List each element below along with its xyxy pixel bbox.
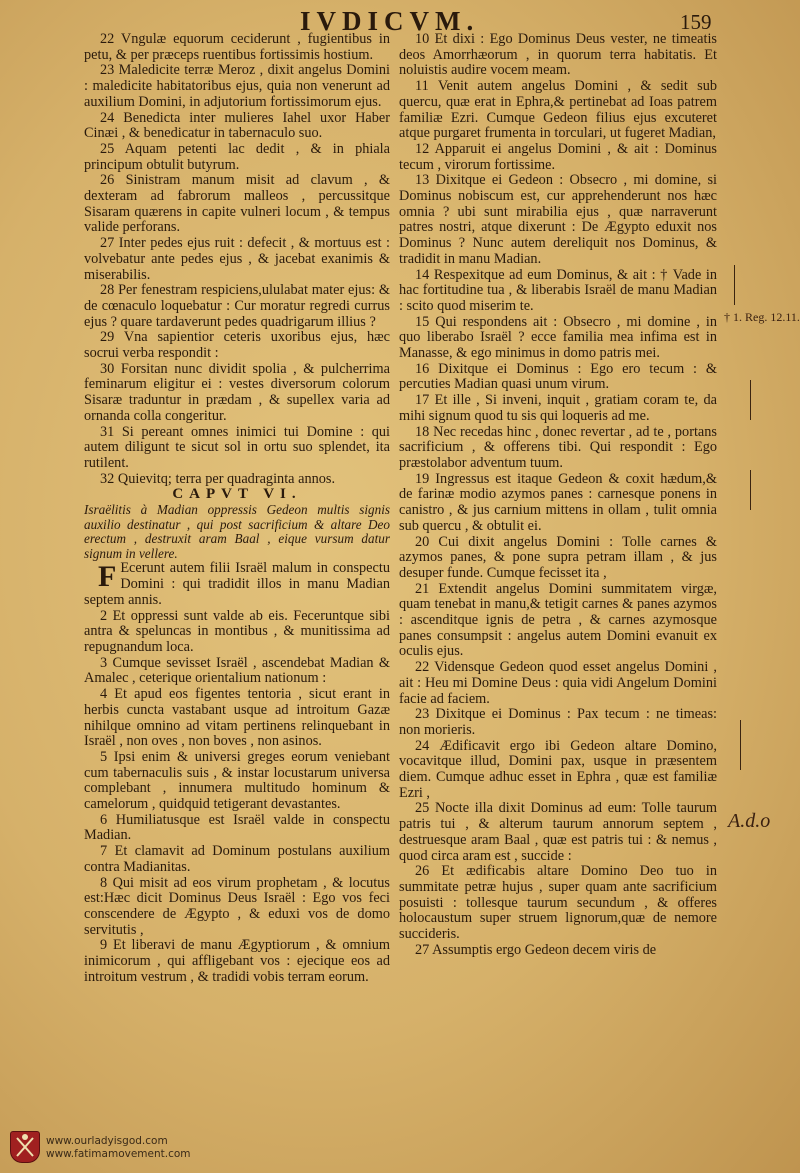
verse-paragraph: 27 Inter pedes ejus ruit : defecit , & mortuus est : volvebatur ante pedes ejus , & jacebat exanimis & miserabilis.: [84, 235, 390, 283]
verse-paragraph: 31 Si pereant omnes inimici tui Domine : qui autem diligunt te sicut sol in ortu suo splendet, ita rutilent.: [84, 423, 390, 471]
handwritten-bracket: [750, 470, 757, 510]
verse-paragraph: 15 Qui respondens ait : Obsecro , mi domine , in quo liberabo Israël ? ecce familia mea infima est in Manasse, & ego minimus in domo patris mei.: [399, 313, 717, 362]
verse-paragraph: 11 Venit autem angelus Domini , & sedit sub quercu, quæ erat in Ephra,& pertinebat ad Ioas patrem familiæ Ezri. Cumque Gedeon filius ejus excuteret atque purgaret frumenta in torculari, ut fugeret Madian,: [399, 78, 717, 142]
verse-paragraph: 25 Aquam petenti lac dedit , & in phiala principum obtulit butyrum.: [84, 140, 390, 173]
verse-paragraph: 2 Et oppressi sunt valde ab eis. Feceruntque sibi antra & speluncas in montibus , & munitissima ad repugnandum loca.: [84, 607, 390, 655]
verse-paragraph: 5 Ipsi enim & universi greges eorum veniebant cum tabernaculis suis , & instar locustarum universa complebant , innumera multitudo hominum & camelorum , quidquid tetigerant devastantes.: [84, 748, 390, 813]
verse-paragraph: 21 Extendit angelus Domini summitatem virgæ, quam tenebat in manu,& tetigit carnes & panes azymos : ascenditque ignis de petra , & carnes azymosque panes consumpsit : angelus autem Domini evanuit ex oculis ejus.: [399, 580, 717, 660]
crossed-keys-icon: [11, 1132, 39, 1162]
verse-paragraph: 13 Dixitque ei Gedeon : Obsecro , mi domine, si Dominus nobiscum est, cur apprehenderunt nos hæc omnia ? ubi sunt mirabilia ejus , quæ narraverunt patres nostri, atque dixerunt : De Ægypto eduxit nos Dominus ? Nunc autem dereliquit nos Dominus, & tradidit in manu Madian.: [399, 172, 717, 267]
chapter-first-paragraph: [84, 561, 390, 608]
verse-paragraph: 26 Sinistram manum misit ad clavum , & dexteram ad fabrorum malleos , percussitque Sisaram quærens in capite vulneri locum , & tempus valide perforans.: [84, 172, 390, 236]
verse-paragraph: 16 Dixitque ei Dominus : Ego ero tecum : & percuties Madian quasi unum virum.: [399, 360, 717, 393]
verse-paragraph: 19 Ingressus est itaque Gedeon & coxit hædum,& de farinæ modio azymos panes : carnesque ponens in canistro , & jus carnium mittens in ollam , tulit omnia sub quercu , & obtulit ei.: [399, 470, 717, 534]
margin-reference: † 1. Reg. 12.11.: [724, 310, 800, 324]
page-number: 159: [680, 10, 712, 34]
footer-link[interactable]: www.ourladyisgod.com: [46, 1135, 168, 1147]
verse-paragraph: 26 Et ædificabis altare Domino Deo tuo in summitate petræ hujus , super quam ante sacrificium posuisti : tollesque taurum secundum , & offeres holocaustum super struem lignorum,quæ de nemore succideris.: [399, 863, 717, 943]
verse-paragraph: 22 Vngulæ equorum ceciderunt , fugientibus in petu, & per præceps ruentibus fortissimis hostium.: [84, 31, 390, 63]
verse-paragraph: 8 Qui misit ad eos virum prophetam , & locutus est:Hæc dicit Dominus Deus Israël : Ego vos feci conscendere de Ægypto , & eduxi vos de domo servitutis ,: [84, 874, 390, 938]
right-column: [399, 32, 717, 958]
papal-arms-logo: [10, 1131, 40, 1163]
verse-paragraph: 9 Et liberavi de manu Ægyptiorum , & omnium inimicorum , qui affligebant vos : ejecique eos ad introitum vestrum , & tradidi vobis terram eorum.: [84, 937, 390, 985]
verse-paragraph: 23 Maledicite terræ Meroz , dixit angelus Domini : maledicite habitatoribus ejus, quia non venerunt ad auxilium Domini, in adjutorium fortissimorum ejus.: [84, 62, 390, 110]
left-paragraphs-after: [84, 609, 390, 986]
verse-paragraph: 4 Et apud eos figentes tentoria , sicut erant in herbis cuncta vastabant usque ad introitum Gazæ nihilque omnino ad vitam pertinens relinquebant in Israël , non oves , non boves , non asinos.: [84, 686, 390, 750]
page-footer: [0, 1123, 800, 1173]
verse-paragraph: 17 Et ille , Si inveni, inquit , gratiam coram te, da mihi signum quod tu sis qui loqueris ad me.: [399, 392, 717, 424]
verse-paragraph: 20 Cui dixit angelus Domini : Tolle carnes & azymos panes, & pone supra petram illam , & jus desuper funde. Cumque fecisset ita ,: [399, 533, 717, 581]
verse-paragraph: 6 Humiliatusque est Israël valde in conspectu Madian.: [84, 811, 390, 844]
verse-paragraph: 23 Dixitque ei Dominus : Pax tecum : ne timeas: non morieris.: [399, 706, 717, 738]
verse-paragraph: 29 Vna sapientior ceteris uxoribus ejus, hæc socrui verba respondit :: [84, 329, 390, 362]
verse-paragraph: 25 Nocte illa dixit Dominus ad eum: Tolle taurum patris tui , & alterum taurum annorum septem , destruesque aram Baal , quæ est patris tui : & nemus , quod circa aram est , succide :: [399, 800, 717, 864]
running-title: IVDICVM.: [300, 6, 480, 36]
verse-paragraph: 28 Per fenestram respiciens,ululabat mater ejus: & de cœnaculo loquebatur : Cur moratur regredi currus ejus ? quare tardaverunt pedes quadrigarum illius ?: [84, 282, 390, 330]
verse-paragraph: 24 Ædificavit ergo ibi Gedeon altare Domino, vocavitque illud, Domini pax, usque in præsentem diem. Cumque adhuc esset in Ephra , quæ est familiæ Ezri ,: [399, 737, 717, 801]
footer-links: [46, 1135, 191, 1161]
right-paragraphs: [399, 32, 717, 958]
drop-cap: F: [98, 560, 117, 594]
verse-paragraph: 12 Apparuit ei angelus Domini , & ait : Dominus tecum , virorum fortissime.: [399, 140, 717, 173]
left-paragraphs-before: [84, 32, 390, 487]
verse-paragraph: 14 Respexitque ad eum Dominus, & ait : † Vade in hac fortitudine tua , & liberabis Israël de manu Madian : scito quod miserim te.: [399, 266, 717, 314]
verse-paragraph: 24 Benedicta inter mulieres Iahel uxor Haber Cinæi , & benedicatur in tabernaculo suo.: [84, 109, 390, 142]
verse-paragraph: 10 Et dixi : Ego Dominus Deus vester, ne timeatis deos Amorrhæorum , in quorum terra habitatis. Et noluistis audire vocem meam.: [399, 31, 717, 79]
handwritten-bracket: [734, 265, 741, 305]
verse-paragraph: 22 Vidensque Gedeon quod esset angelus Domini , ait : Heu mi Domine Deus : quia vidi Angelum Domini facie ad faciem.: [399, 659, 717, 707]
handwritten-annotation: A.d.o: [728, 810, 771, 832]
verse-paragraph: 7 Et clamavit ad Dominum postulans auxilium contra Madianitas.: [84, 843, 390, 875]
left-column: [84, 32, 390, 985]
verse-paragraph: 27 Assumptis ergo Gedeon decem viris de: [415, 941, 657, 958]
chapter-title: CAPVT VI.: [172, 486, 302, 503]
footer-link[interactable]: www.fatimamovement.com: [46, 1148, 191, 1160]
handwritten-bracket: [740, 720, 747, 770]
verse-paragraph: 32 Quievitq; terra per quadraginta annos.: [100, 470, 336, 487]
chapter-summary: Israëlitis à Madian oppressis Gedeon multis signis auxilio destinatur , qui post sacrificium & altare Deo erectum , destruxit aram Baal , eique vursum datur signum in vellere.: [84, 502, 390, 561]
verse-paragraph: 30 Forsitan nunc dividit spolia , & pulcherrima feminarum eligitur ei : vestes diversorum colorum Sisaræ traduntur in prædam , & supellex varia ad ornanda colla congeritur.: [84, 360, 390, 424]
verse-paragraph: 18 Nec recedas hinc , donec revertar , ad te , portans sacrificium , & offerens tibi. Qui respondit : Ego præstolabor adventum tuum.: [399, 423, 717, 471]
verse-paragraph: 3 Cumque sevisset Israël , ascendebat Madian & Amalec , ceterique orientalium nationum :: [84, 654, 390, 687]
margin-notes: [720, 0, 800, 1173]
handwritten-bracket: [750, 380, 757, 420]
first-paragraph-text: Ecerunt autem filii Israël malum in conspectu Domini : qui tradidit illos in manu Madian septem annis.: [84, 560, 390, 608]
